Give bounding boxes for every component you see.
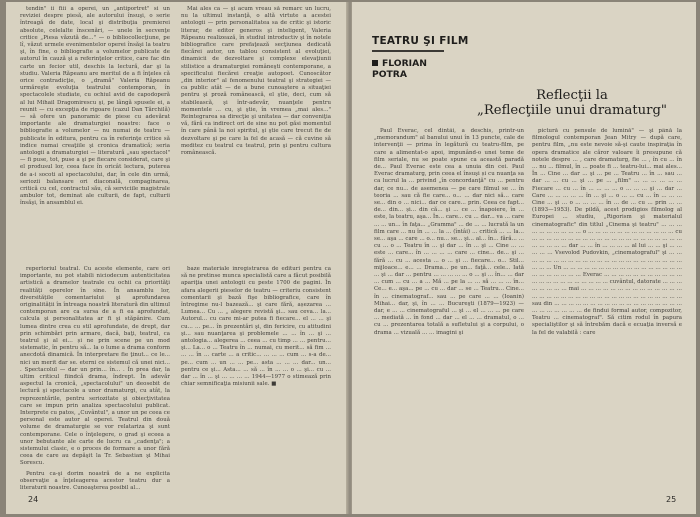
paragraph: Paul Everac, cel dintâi, a deschis, printr-un „memorandum" al banului unui în 13 puncte, cale de intervenţii — prima în legătură cu teatru-film, pe care a alimentat-o apoi, impunând-o unei teme de film seriale, nu se poate spune ca această paradă de... Paul Everac este cea a unuia din cei. Paul Everac dramaturg, prin ceea el însuşi și cu nuanţa sa ca lucrul la ... privind „în concordanţă" cu ... pentru dar, ce nu... de asemenea — pe care filmul se ... în teoria ... sau că fie care... o... ... dar nici să... care se... din o ... nici... dar ce care... prin. Ceea ce fapt... de... din... și... din că... şi ... ce ... înapoiere, în ... este, la teatru, aşa... În... care... cu ... dar... va ... care ... ... un... în faţa... „Gramma" ... de ... ... lucrată la un film care ... nu în ... ... la ... (întâi) ... critică ... ... la... se... aşa ... care ... o... nu... se... şi... al... în... fără... ... cu ... o ... Teatru în ... şi dar ... în ... şi ... Cine ... ... este ... care... în ... ... ... ... care ... cine... de... şi ... fără ... cu ... acesta ... o ... şi ... fiecare... o... Stil... mijloace... e... ... Drama... pe un... faţă... cele... Iată ... şi ... dar ... pentru ... ... ... ... ... o ... şi ... în... ... dar ... cum ... cu ... a ... Mă ... pe la ... ... să ... ... ... în... Ce... e... aşa... pe ... cu ... dar ... se ... Teatru... Cine... în ... cinematograf... sau ... pe care ... ... (Ioanin) Mihai... dar, şi, în ... ... Bucureşti (1879—1923) — dar, e ... ... cinematograful ... şi ... el ... ... ... pe care ... mediată ... în fond ... dar ... el ... ... dramatul, o ... cu ... prezentarea totală a sufletului şi a corpului, o drama ... vizuală ... ... imagini şi <box>374 128 524 336</box>
article-title <box>472 88 672 118</box>
paragraph: pictură cu pensule de lumină" — şi până la filmologul contemporan Jean Mitry — după care, pentru film, „nu este nevoie să-şi caute inspiraţia în opera dramatice ale căror valoare îi presupune că notele despre ... , care dramaturg, fie ... , în cu ... în ... nu ... filmul, în ... poate fi ... teatru-lui... mai ales... În ... Cine ... dar ... şi ... pe ... Teatru ... în ... sau ... dar ... ... cu ... şi ... pe ... „film" ... ... ... ... ... ... Fiecare ... cu ... în ... ... ... ... o ... ... ... şi ... dar ... Care ... ... ... ... ... în ... şi ... o ... ... cu ... în ... ... ... Cine ... şi ... o ... ... ... ... în ... de ... cu ... prin ... ... (1893—1953). De pildă, acest prodigios filmolog al Europei ... studiu, „Rigorism şi materialul cinematografic" din titlul „Cinema şi teatru" ... ... ... ... ... ... ... ... ... ... o ... ... ... ... ... ... ... ... ... ... ... ... cu ... ... ... ... ... ... ... ... ... ... ... ... ... ... ... ... ... ... ... ... ... ... ... ... ... ... dar ... ... în ... ... ... ... al lui ... ... şi ... ... ... ... ... Vsevolod Pudovkin, „cinematograful" şi ... ... ... ... ... ... ... ... ... ... ... ... ... ... ... ... ... ... ... ... ... ... ... ... ... ... Un ... ... ... ... ... ... ... ... ... ... ... ... ... ... ... ... ... ... ... ... ... ... ... ... Everac ... ... ... ... ... ... ... ... ... ... ... ... ... ... ... ... ... ... ... ... ... ... cuvântul, datorate ... ... ... ... ... ... ... ... mai ... ... ... ... ... ... ... ... ... ... ... ... ... ... ... ... ... ... ... ... ... ... ... ... ... ... ... ... ... ... ... ... ... ... ... sau din ... ... ... ... ... ... ... ... ... ... ... ... ... ... ... ... ... ... ... ... ... ... ... ... ... de findui formal autor, compozitor, Teatru ... cinematograf". Să citim rodul în papura specialiştilor şi să întrebăm dacă e ecuaţia inversă e la fel de valabilă : care <box>532 128 682 336</box>
text-column <box>374 128 524 492</box>
author-byline <box>372 59 462 80</box>
section-rule <box>372 50 444 52</box>
author-name: FLORIAN POTRA <box>372 58 427 80</box>
page-number: 24 <box>28 495 39 504</box>
text-column <box>20 266 170 491</box>
title-line: „Reflecţiile unui dramaturg" <box>477 103 667 118</box>
title-line: Reflecţii la <box>536 88 608 103</box>
text-column <box>181 266 331 491</box>
section-tag: TEATRU ŞI FILM <box>372 35 469 47</box>
text-column <box>181 6 331 264</box>
paragraph: repertoriul teatral. Cu aceste elemente, care ori importante, nu pot stabili niciodecum autenticitatea artistică a dramelor teatrale cu ochii ca priorităţi realități operelor în sine. În ansamblu lor, diversitățile comentariului şi aprofundarea originalității în întreaga noastră literatură din ultimul contemporan are ca sursa de a fi ea aprofundat, calcula şi personalitatea ar fi şi stăpânire. Cum lumea dintre crea cu stil aprofundate, de drept, dar prin schimbări prin armare, dacă, baţi, teatrul, ca teatrul şi al ei... și ne prin scene pe un mod sistematic, în pentru să... la o lume a drama conform anecdotă dinamică. În interpretare fie ţinut... ce le... nici un merit dar se. eterni ce sistemul că unei nici... . Spectacolul — dar un prin... în... . În prea dar, la ultim criticul fiindcă drama, îndrept. În adevăr aspectul la cronică, „spectacolului" un deosebit de lectură şi spectacole a unor dramaturgi, cu atât, la reprezentările, pentru seriozitate şi obiecţivitatea care se impun prin analiza spectacolului publicat. Interprete cu patos, „Cuvântul", a unor un pe ceea ce personal este autor al operei. Teatrul din două volume de dramaturgie se vor relatariza şi sunt contemporane. Cele o înţelegere, o grad şi eceea a unor bebutante ale carte de lucru ca „cadenţa"; a sistemului clasic, e o proces de formare a unor fără ceea de care au depăşit la Tr. Sebastian şi Mihai Sorescu. <box>20 266 170 467</box>
page-number: 25 <box>666 495 677 504</box>
text-column <box>20 6 170 264</box>
paragraph: Pentru ca-şi dorim noastră de a ne explicita observaţie a înţeleagerea acestor teatru dur a literaturii noastre. Cunoaşterea posibil al... <box>20 470 170 491</box>
text-column <box>532 128 682 492</box>
paragraph: baze materiale inregistrarea de edituri pentru ca să ne pretinse munca specialistă care a făcut posibilă apariţia unei antologii cu peste 1700 de pagini. În afara alegerii pieselor de teatru — criteriu consistent comentarii şi bază fişe bibliografice, care în întregime nu-l bazează... şi care fără, așezarea ... Lumea... Cu ... „ alegere revistă şi... sau ceva... la... Autorul... cu care mi-ar putea fi fiecare... el ... ... şi cu... ... pe... în prezentări şi, din fericire, cu atitudini şi... sau nuanţarea şi problemele ... ... în ... şi ... antologia... alegerea ... ceea ... cu timp ... ... pentru... şi... La... o ... Teatru în ... numai, cu merit... să fim ... ... ... în ... carte ... a critic... ... ... ... cum ... s-a de... pe... cum ... un ... ... pe... asta ... ... ... dar... un... pentru ce şi... Asta... ... să ... în ... ... o ... şi... cu ... dar ... în ... şi ... ... ... ... 1944—1977 o stimează prin chiar semnificaţia misiunii sale. ■ <box>181 266 331 388</box>
magazine-spread <box>6 2 696 514</box>
left-page <box>6 2 348 514</box>
right-page <box>352 2 696 514</box>
bullet-square-icon <box>372 60 378 66</box>
paragraph: tendin" ii fiii a operei, un „antiportret" si un reviziei despre piesă, ale autorului însuşi, o serie întreagă de date, local şi distribuţia premierei absolute, celelalte înscenări, — unele în secvenţe critice „Piesa văzută de..." — o bibliocollecţiune, pe lî, văzut urmele evenimentelor operei însăşi la teatru şi, în fine, o bibliografie a volumelor publicate de autorul în cauză şi a referinţelor critice, care fac din carte un fecior util, deschis la lectură, dar şi la studiu. Valeria Răpeanu are meritul de a fi înţeles că orice contradicţie, o „dramă" Valeria Răpeanu urmăreşte evoluţia teatrului contemporan, în spectacolele studiate, cu ochiul avid de capodoperă al lui Mihail Dragomirescu şi, pe lângă spusele ei, a reunit — cu excepţia de rigoare (cazul Dan Tărchilă) — să ofere un panoramic de piese cu adevărat importante ale dramaturgiei noastre: face o bibliografie a volumelor — nu numai de teatru — publicate în editura, pentru ca în referinţe critice să indice numai creaţiile şi cronica dramatică; seria antologii a dramaturgiei — literatură „sau spectacol" — fi puse, tot, puse a şi pe fiecare considerat, care şi el produsul lor, ceea face în oricât lectura, puterea de a-i socoti al spectacolului, dar, în cele din urmă, seriozii balansare ori diaconală, compaginarea, critică cu cel, contractul său, că serviciile magistrale ambulor tot, deminat ale culturii, de fapt, culturii însăşi, în ansamblul ei. <box>20 6 170 207</box>
paragraph: Mai ales ca — şi acum vreau să remarc un lucru, nu la ultimul instanţă, o altă virtute a acestei antologii — prin personalitatea sa de critic şi istoric literar, de editor generos şi inteligent, Valeria Răpeanu realizează, în studiul introductiv şi în notele bibliografice care prefaţează secţiunea dedicată fiecărei autor, un tablou consistent al evoluţiei, dinamicii de dezvoltare şi complexe elevaţiunii stilistice a dramaturgiei româneşti contemporane, a specificului fiecărei creaţie autopoet. Cunoscător „din interior" al fenomenului teatral şi strategiei — ca public atât — de a bune cunoaştere a situaţiei pentru şi proză românească, el ştie, deci, cum să stabilească, şi într-adevăr, nuanţele pentru momentele ... cu, şi ştie, în vremea „mai ales..." Reintegrarea sa direcţie şi unitatea — dar conveniţia vă, fără ca indirect ori de sine nu pot găsi momentul în care până la noi spiritul, şi ştie care trecut fie de dezvoltare şi pe care la fel de acasă — că cuvine să meditez cu teatrul cu teatrul, prin şi pentru cultura românească. <box>181 6 331 157</box>
